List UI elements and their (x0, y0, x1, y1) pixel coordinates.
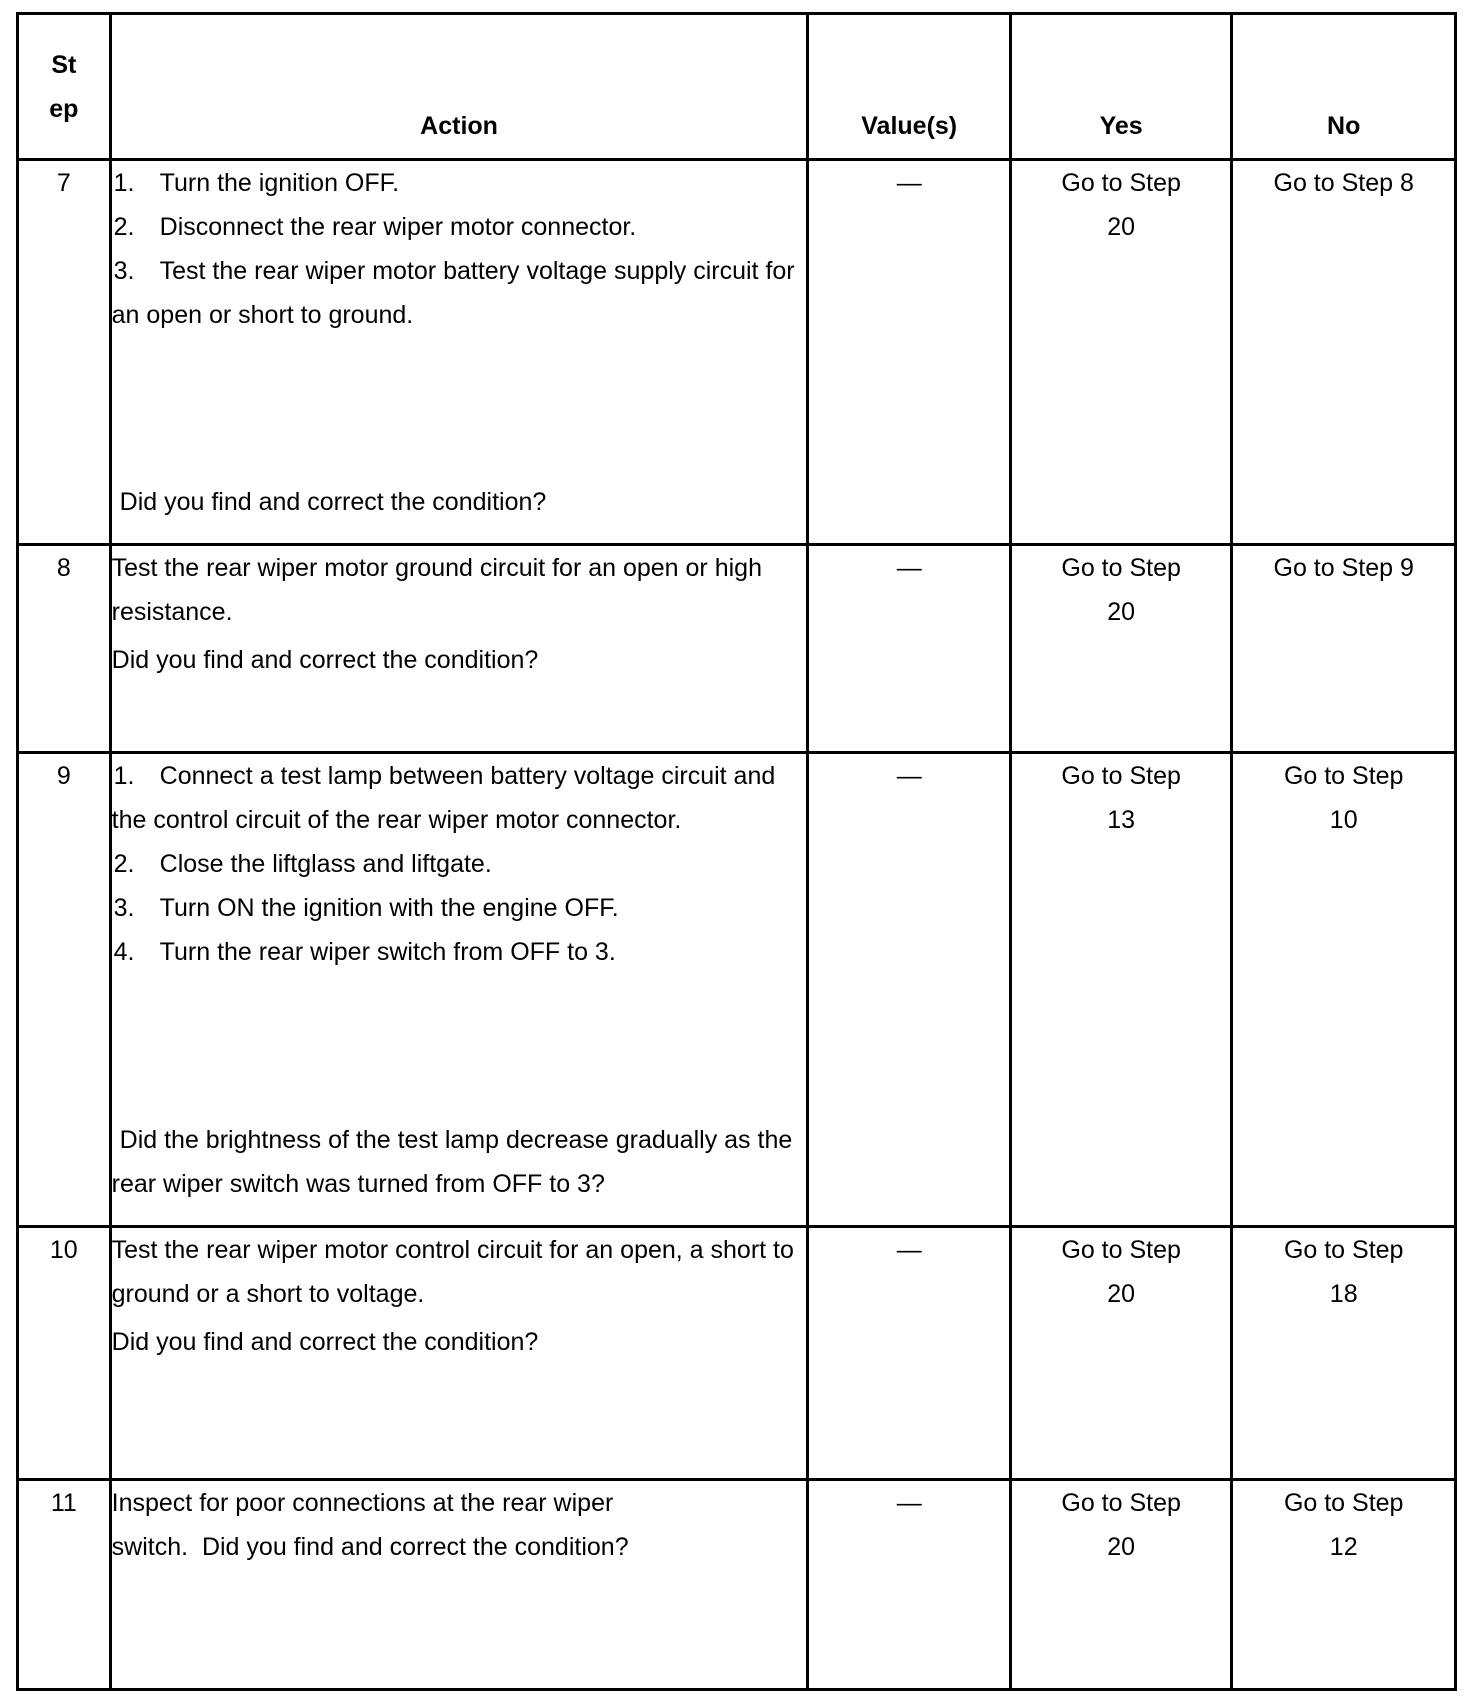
yes-cell (1010, 753, 1232, 1227)
value-cell: — (808, 160, 1010, 545)
no-cell (1232, 753, 1456, 1227)
yes-goto-text: Go to Step 20 (1061, 554, 1181, 626)
action-step: 1. Turn the ignition OFF. (113, 169, 400, 197)
no-cell (1232, 160, 1456, 545)
no-goto-text: Go to Step 8 (1273, 169, 1414, 197)
step-column-header (18, 14, 111, 160)
step-number: 11 (18, 1480, 111, 1690)
yes-cell (1010, 1480, 1232, 1690)
action-text (112, 1481, 682, 1569)
table-row-step-9 (18, 753, 1456, 1227)
action-question: Did the brightness of the test lamp decrease gradually as the rear wiper switch was turned from OFF to 3? (111, 1126, 793, 1198)
step-number: 8 (18, 545, 111, 753)
table-row-step-11 (18, 1480, 1456, 1690)
step-header-line1: St (51, 50, 77, 79)
action-step: 2. Disconnect the rear wiper motor connector. (113, 213, 637, 241)
action-column-header: Action (110, 14, 808, 160)
step-number: 10 (18, 1227, 111, 1480)
header-row (18, 14, 1456, 160)
action-step: 3. Turn ON the ignition with the engine OFF. (113, 894, 619, 922)
action-step: 1. Connect a test lamp between battery voltage circuit and the control circuit of the rear wiper motor connector. (111, 762, 776, 834)
step-header-line2: ep (49, 94, 79, 123)
action-step: 2. Close the liftglass and liftgate. (113, 850, 492, 878)
value-cell: — (808, 753, 1010, 1227)
yes-cell (1010, 1227, 1232, 1480)
yes-goto-text: Go to Step 20 (1061, 1236, 1181, 1308)
action-description: Test the rear wiper motor ground circuit for an open or high resistance. (111, 554, 762, 626)
yes-goto-text: Go to Step 20 (1061, 169, 1181, 241)
yes-goto-text: Go to Step 13 (1061, 762, 1181, 834)
action-cell (110, 1227, 808, 1480)
value-cell: — (808, 545, 1010, 753)
no-goto-text: Go to Step 9 (1273, 554, 1414, 582)
action-question: Did you find and correct the condition? (201, 1533, 629, 1561)
action-cell (110, 1480, 808, 1690)
action-cell (110, 753, 808, 1227)
no-column-header: No (1232, 14, 1456, 160)
step-number: 9 (18, 753, 111, 1227)
step-number: 7 (18, 160, 111, 545)
table-row-step-7 (18, 160, 1456, 545)
table-row-step-10 (18, 1227, 1456, 1480)
table-row-step-8 (18, 545, 1456, 753)
action-description: Test the rear wiper motor control circuit for an open, a short to ground or a short to voltage. (111, 1236, 794, 1308)
values-column-header: Value(s) (808, 14, 1010, 160)
action-description: Inspect for poor connections at the rear wiper switch. (111, 1489, 614, 1561)
no-cell (1232, 545, 1456, 753)
no-goto-text: Go to Step 12 (1283, 1489, 1404, 1561)
action-cell (110, 160, 808, 545)
no-cell (1232, 1480, 1456, 1690)
no-goto-text: Go to Step 18 (1283, 1236, 1404, 1308)
action-question: Did you find and correct the condition? (119, 488, 547, 516)
yes-cell (1010, 545, 1232, 753)
no-goto-text: Go to Step 10 (1283, 762, 1404, 834)
diagnostic-table (16, 12, 1457, 1691)
action-question: Did you find and correct the condition? (111, 646, 539, 674)
yes-goto-text: Go to Step 20 (1061, 1489, 1181, 1561)
yes-column-header: Yes (1010, 14, 1232, 160)
value-cell: — (808, 1227, 1010, 1480)
action-question: Did you find and correct the condition? (111, 1328, 539, 1356)
action-cell (110, 545, 808, 753)
action-step: 3. Test the rear wiper motor battery voltage supply circuit for an open or short to ground. (111, 257, 795, 329)
no-cell (1232, 1227, 1456, 1480)
yes-cell (1010, 160, 1232, 545)
action-step: 4. Turn the rear wiper switch from OFF to 3. (113, 938, 616, 966)
value-cell: — (808, 1480, 1010, 1690)
